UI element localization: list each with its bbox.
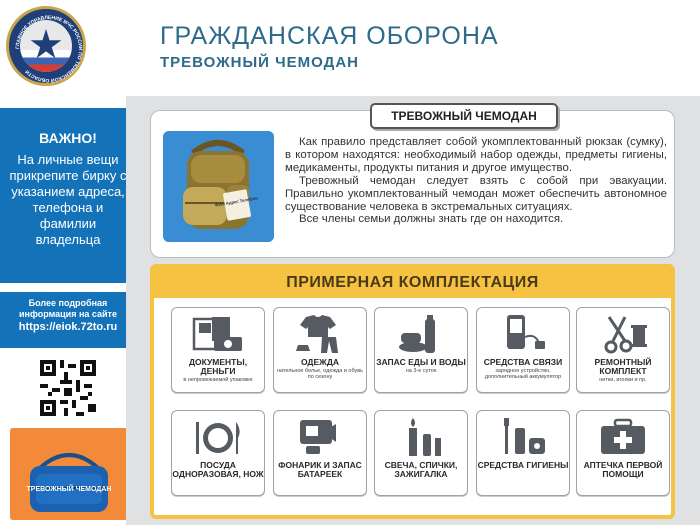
- svg-text:ГЛАВНОЕ УПРАВЛЕНИЕ МЧС РОССИИ: ГЛАВНОЕ УПРАВЛЕНИЕ МЧС РОССИИ ПО ТЮМЕНСКОЙ ОБЛАСТИ: [14, 14, 84, 84]
- info-paragraph-1: Как правило представляет собой укомплектованный рюкзак (сумку), в котором находятся: необходимый набор одежды, предметы гигиены, медикаменты, продукты питания и другое имущество.: [285, 136, 667, 174]
- kit-item-label: ЗАПАС ЕДЫ И ВОДЫ: [376, 357, 466, 367]
- phone-icon: [495, 313, 551, 355]
- info-description: [285, 136, 667, 226]
- kit-item-label: ОДЕЖДА: [300, 357, 340, 367]
- hygiene-icon: [495, 416, 551, 458]
- kit-item-first-aid: [576, 410, 670, 496]
- dishes-icon: [190, 416, 246, 458]
- qr-code[interactable]: [40, 360, 96, 416]
- website-link[interactable]: https://eiok.72to.ru: [18, 321, 118, 333]
- page-subtitle: ТРЕВОЖНЫЙ ЧЕМОДАН: [160, 54, 359, 71]
- emergency-bag-photo: [10, 428, 128, 520]
- kit-item-label: СРЕДСТВА ГИГИЕНЫ: [477, 460, 569, 470]
- kit-item-label: РЕМОНТНЫЙ КОМПЛЕКТ: [594, 357, 652, 376]
- mchs-emblem-logo: [6, 6, 86, 86]
- kit-item-food: [374, 307, 468, 393]
- kit-item-candle: [374, 410, 468, 496]
- kit-item-dishes: [171, 410, 265, 496]
- candle-icon: [393, 416, 449, 458]
- first-aid-icon: [595, 416, 651, 458]
- food-icon: [393, 313, 449, 355]
- kit-item-note: нитки, иголки и пр.: [599, 377, 647, 383]
- kit-item-label: ДОКУМЕНТЫ, ДЕНЬГИ: [188, 357, 248, 376]
- kit-item-note: на 3-е суток: [405, 368, 437, 374]
- kit-item-repair: [576, 307, 670, 393]
- kit-item-label: ПОСУДА ОДНОРАЗОВАЯ, НОЖ: [172, 460, 264, 479]
- important-heading: ВАЖНО!: [39, 130, 97, 146]
- kit-item-label: СВЕЧА, СПИЧКИ, ЗАЖИГАЛКА: [384, 460, 458, 479]
- clothes-icon: [292, 313, 348, 355]
- kit-item-note: зарядное устройство, дополнительный аккумулятор: [484, 368, 562, 380]
- kit-item-label: АПТЕЧКА ПЕРВОЙ ПОМОЩИ: [583, 460, 663, 479]
- documents-icon: [190, 313, 246, 355]
- kit-heading: ПРИМЕРНАЯ КОМПЛЕКТАЦИЯ: [154, 268, 671, 298]
- kit-item-note: в непромокаемой упаковке: [183, 377, 253, 383]
- kit-item-documents: [171, 307, 265, 393]
- scissors-icon: [595, 313, 651, 355]
- backpack-illustration: [163, 131, 274, 242]
- emblem-ring-text: [12, 12, 86, 86]
- info-title: ТРЕВОЖНЫЙ ЧЕМОДАН: [370, 103, 558, 129]
- kit-item-flashlight: [273, 410, 367, 496]
- more-info-box: [0, 292, 136, 348]
- bag-label: ТРЕВОЖНЫЙ ЧЕМОДАН: [26, 486, 112, 493]
- more-info-text: Более подробная информация на сайте: [19, 298, 117, 319]
- kit-item-note: нательное белье, одежда и обувь по сезону: [276, 368, 364, 380]
- important-text: На личные вещи прикрепите бирку с указанием адреса, телефона и фамилии владельца: [9, 152, 127, 247]
- kit-item-hygiene: [476, 410, 570, 496]
- info-paragraph-3: Все члены семьи должны знать где он находится.: [299, 213, 564, 226]
- tag-label: ФИО Адрес Телефон: [214, 195, 259, 208]
- kit-item-label: СРЕДСТВА СВЯЗИ: [483, 357, 563, 367]
- flashlight-icon: [292, 416, 348, 458]
- kit-item-communication: [476, 307, 570, 393]
- page-title: ГРАЖДАНСКАЯ ОБОРОНА: [160, 22, 499, 50]
- info-paragraph-2: Тревожный чемодан следует взять с собой при эвакуации. Правильно укомплектованный чемодан может обеспечить автономное существование человека в экстремальных ситуациях.: [285, 174, 667, 213]
- kit-item-clothes: [273, 307, 367, 393]
- kit-item-label: ФОНАРИК И ЗАПАС БАТАРЕЕК: [278, 460, 362, 479]
- important-notice: [0, 108, 136, 283]
